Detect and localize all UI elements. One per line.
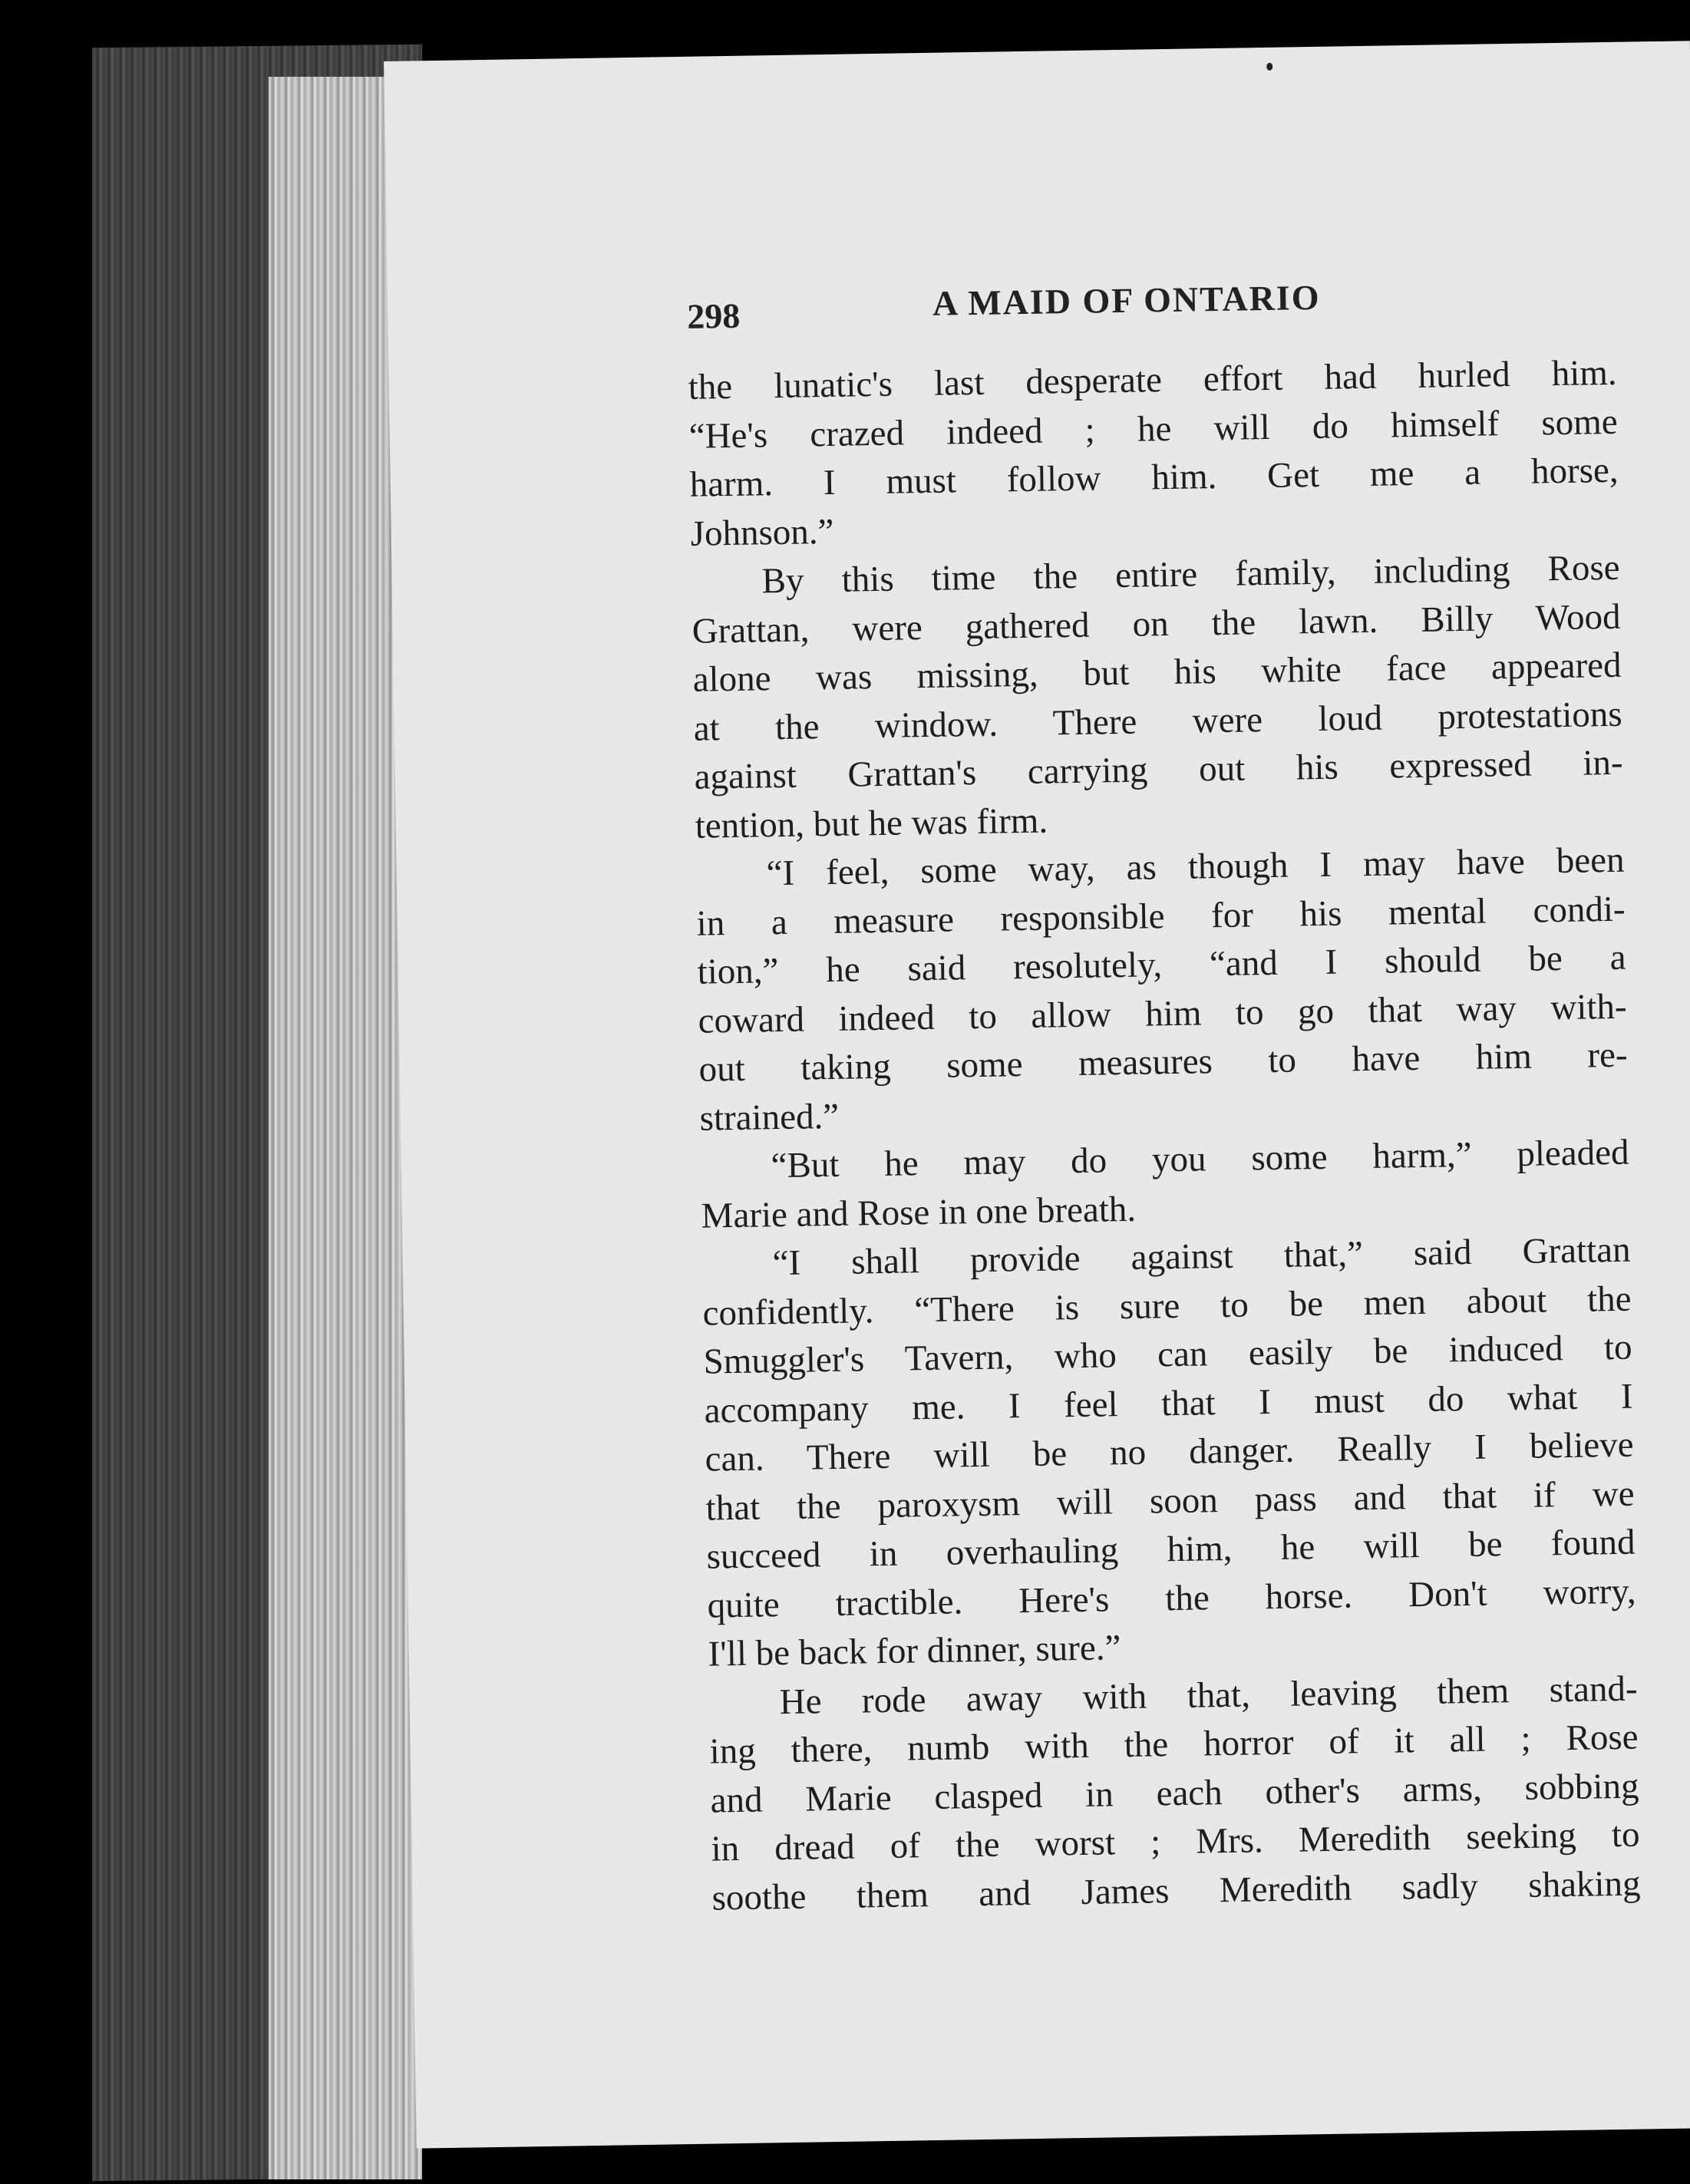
text-line: By this time the entire family, including Rose — [761, 547, 1620, 602]
text-line: “But he may do you some harm,” pleaded — [771, 1132, 1629, 1186]
text-line: the lunatic's last desperate effort had hurled him. — [688, 352, 1617, 407]
text-line: tention, but he was firm. — [695, 800, 1048, 846]
text-line: out taking some measures to have him re- — [698, 1034, 1628, 1090]
text-line: tion,” he said resolutely, “and I should be a — [697, 937, 1626, 992]
page-number: 298 — [686, 295, 741, 336]
text-line: “He's crazed indeed ; he will do himself some — [688, 401, 1618, 457]
text-line: quite tractible. Here's the horse. Don't worry, — [707, 1571, 1636, 1626]
text-line: soothe them and James Meredith sadly shaking — [711, 1863, 1641, 1918]
running-head: A MAID OF ONTARIO — [932, 277, 1321, 323]
text-line: Marie and Rose in one breath. — [701, 1189, 1137, 1236]
text-line: harm. I must follow him. Get me a horse, — [689, 450, 1619, 505]
text-line: He rode away with that, leaving them stand- — [779, 1668, 1638, 1722]
text-line: can. There will be no danger. Really I believe — [705, 1424, 1634, 1480]
text-line: succeed in overhauling him, he will be found — [706, 1522, 1636, 1577]
text-line: coward indeed to allow him to go that way with- — [698, 986, 1627, 1041]
text-line: Smuggler's Tavern, who can easily be induced to — [703, 1327, 1632, 1382]
text-line: “I feel, some way, as though I may have been — [766, 840, 1625, 894]
book-page — [384, 41, 1690, 2148]
text-line: alone was missing, but his white face appeared — [692, 645, 1622, 700]
text-line: “I shall provide against that,” said Grattan — [772, 1229, 1631, 1284]
text-line: in a measure responsible for his mental condi- — [696, 889, 1626, 944]
text-line: strained.” — [699, 1096, 840, 1139]
text-line: ing there, numb with the horror of it all ; Rose — [709, 1717, 1639, 1772]
text-line: that the paroxysm will soon pass and that if we — [705, 1473, 1635, 1529]
body-text — [688, 349, 1641, 1923]
text-line: and Marie clasped in each other's arms, sobbing — [710, 1766, 1639, 1821]
text-line: I'll be back for dinner, sure.” — [708, 1628, 1121, 1674]
page-header — [687, 272, 1616, 348]
ink-speck — [1266, 63, 1272, 71]
text-line: Grattan, were gathered on the lawn. Billy Wood — [692, 596, 1621, 652]
text-line: Johnson.” — [690, 511, 834, 554]
text-line: accompany me. I feel that I must do what I — [704, 1376, 1633, 1431]
text-line: in dread of the worst ; Mrs. Meredith seeking to — [711, 1814, 1640, 1869]
text-line: confidently. “There is sure to be men about the — [702, 1278, 1632, 1334]
text-line: against Grattan's carrying out his expressed in- — [694, 742, 1623, 797]
text-line: at the window. There were loud protestations — [693, 694, 1622, 749]
